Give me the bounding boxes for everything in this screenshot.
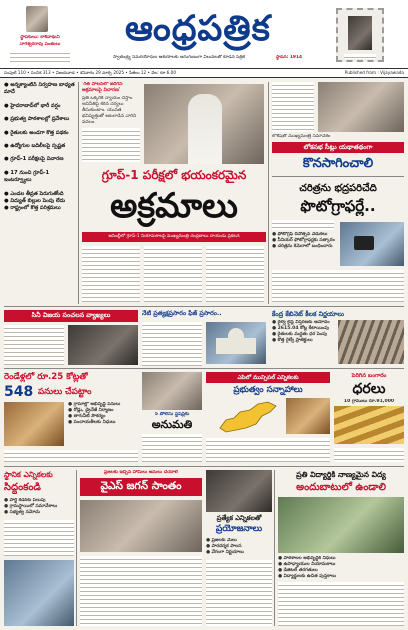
cinema-photo [68,325,138,365]
village-body [4,450,138,462]
leader-photo [4,560,74,626]
village-points [68,402,138,426]
gold-body [334,448,404,462]
block-divider [272,176,404,177]
photographer-photo [340,222,404,266]
right-top-more [272,270,404,302]
column-divider [76,470,77,626]
jagan-kicker: ప్రజలకు ఇచ్చిన హామీలు అమలు చేయాలి [103,470,178,475]
village-point: ● గ్రామాల్లో అభివృద్ధి పనులు [68,402,121,407]
local-point: ● సభ్యత్వ నమోదు [4,510,40,515]
village-line[interactable]: రెండేళ్లలో రూ.25 కోట్లతో [4,372,88,382]
police-photo [142,372,202,410]
edu-points [278,556,404,580]
election-body [206,438,330,462]
left-item[interactable]: ● రాష్ట్రంలో కొత్త పరిశ్రమలు [4,205,61,212]
edu-point: ● డిజిటల్ తరగతులు [278,568,318,573]
railway-photo [338,320,404,364]
special-point: ● ప్రజలకు మేలు [206,538,237,543]
photographers-body [272,220,334,230]
gold-kicker: పెరిగిన బంగారం [351,373,387,379]
right-top-block [272,82,404,304]
founder-caption-2: నాగేశ్వరరావు పంతులు [19,42,61,47]
special-head-1[interactable]: ప్రత్యేక ఎన్నికలతో [216,514,262,522]
photographers-points [272,232,338,250]
masthead [0,0,408,78]
cinema-banner[interactable]: సినీ విజయ సంచలన వ్యాఖ్యలు [4,310,138,322]
camera-icon [354,236,374,250]
history-line[interactable]: చరిత్రను భద్రపరిచేది [299,183,377,194]
section-divider [4,306,404,307]
edu-point: ● ఉపాధ్యాయుల నియామకాలు [278,562,336,567]
lead-kicker: గ్రూప్-1 పరీక్షలో భయంకరమైన [101,168,247,182]
special-point: ● పారదర్శక పాలన [206,544,242,549]
meeting-group-photo [80,500,202,552]
lead-body-col3 [206,246,264,302]
lead-photo-assembly [144,84,264,164]
stamp-caption [344,54,376,59]
left-item[interactable]: ● అన్నక్యాంటీన్ నిర్వహణ బాధ్యత మాదే [4,82,75,96]
local-head-1[interactable]: స్థానిక ఎన్నికలకు [4,470,53,479]
ballot-box-photo [286,398,330,434]
special-point: ● వేగంగా నిర్ణయాలు [206,550,244,555]
sc-body [142,322,202,366]
dateline-text: సంపుటి 110 • సంచిక 313 • విజయవాడ • శనివారం 29 మార్చి 2025 • పేజీలు 12 • వెల: రూ.6.00 [4,70,176,75]
photo-point: ● సీనియర్ ఫోటోగ్రాఫర్లకు సత్కారం [272,238,335,243]
left-item[interactable]: ● ప్రభుత్వ పాఠశాలల్లో ప్రవేశాలు [4,116,70,123]
loksabha-banner[interactable]: లోకసభ సీట్లు యథాతథంగా [272,142,404,153]
founder-portrait [26,6,48,32]
lead-story[interactable] [82,82,266,304]
left-item[interactable]: ● హైదరాబాద్‌లో భారీ వర్షం [4,102,61,109]
edu-point: ● విద్యార్థులకు ఉచిత పుస్తకాలు [278,574,336,579]
village-point: ● తాగునీటి సౌకర్యం [68,414,106,419]
central-point: ● రైల్వే లైన్ల విస్తరణకు ఆమోదం [272,320,330,325]
speaker-photo [206,470,272,512]
section-divider [4,466,404,467]
konasagi-head[interactable]: కొనసాగించాలి [302,156,374,171]
photographers-head[interactable]: ఫొటోగ్రాఫర్లే.. [300,197,376,215]
election-head[interactable]: ప్రభుత్వం సన్నాహాలు [233,385,303,395]
column-divider [78,82,79,304]
column-divider [268,82,269,304]
gold-photo [334,406,404,444]
lead-body-col2 [144,246,202,302]
permission-body [142,434,202,462]
classroom-photo [278,497,404,553]
lead-body-col1 [82,246,140,302]
column-divider [274,470,275,626]
edu-head-1[interactable]: ప్రతి విద్యార్థికి నాణ్యమైన విద్య [296,470,386,479]
stamp-portrait [348,16,372,50]
lead-intro-more [82,128,140,162]
cinema-body [4,325,64,365]
ap-map-icon [216,398,280,434]
left-item[interactable]: ● విద్యుత్ బిల్లుల పెంపు లేదు [4,198,66,205]
edu-body [278,582,404,626]
meeting-caption: లోకేష్‌తో ముఖ్యమంత్రి సమావేశం [272,134,331,139]
section-divider [4,368,404,369]
court-dome-icon [228,328,244,338]
founder-caption: స్థాపకులు: కాశీనాథుని [20,35,60,40]
lead-strap: అసెంబ్లీలో గ్రూప్-1 నియామకాలపై ముఖ్యమంత్రి చంద్రబాబు నాయుడు ప్రకటన [82,232,266,242]
right-top-text [272,82,314,132]
village-point: ● పంచాయతీలకు నిధులు [68,420,116,425]
supreme-court-photo [206,322,266,364]
photo-point: ● ఫోటోగ్రఫీ దినోత్సవ వేడుకలు [272,232,328,237]
special-points [206,538,272,556]
founded-year: స్థాపన: 1914 [276,55,303,60]
local-head-2[interactable]: సిద్ధంకండి [4,482,41,493]
gold-head[interactable]: ధరలు [352,381,386,397]
gold-sub: 10 గ్రాములు రూ.91,000 [343,399,395,404]
left-column [4,82,76,304]
lead-headline: అక్రమాలు [110,186,238,226]
edu-head-2[interactable]: అందుబాటులో ఉండాలి [296,482,386,493]
stamp-icon [336,8,384,62]
village-rest: పనులు చేపట్టాం [38,387,92,397]
central-point: ● రైతులకు మద్దతు ధర పెంపు [272,332,327,337]
lead-intro-red: 'గత పాలనలో జరిగిన అక్రమాలపై విచారణ' [82,82,123,93]
permission-head[interactable]: అనుమతి [151,418,193,431]
central-title[interactable]: కేంద్ర కేబినెట్ కీలక నిర్ణయాలు [272,310,344,318]
jagan-head[interactable]: వైఎస్ జగన్ సాంతం [80,478,202,496]
local-points [4,498,74,516]
court-building-icon [216,338,256,354]
dateline [0,68,408,78]
permission-kicker: 5 పోలీసు స్టేషన్లకు [154,412,190,417]
left-item[interactable]: ● ఉద్యోగుల బదిలీలపై స్పష్టత [4,143,66,150]
central-point: ● 2615.04 కోట్ల కేటాయింపు [272,326,329,331]
local-point: ● గ్రామస్థాయిలో సమావేశాలు [4,504,58,509]
jagan-body [80,556,202,626]
lead-intro-body: ప్రతి ఒక్కరికి న్యాయం చేస్తాం. అవినీతిపై కఠిన చర్యలు తీసుకుంటాం. యువత భవిష్యత్తుతో ఆటలాడిన వారిని వదలం. [82,96,137,125]
founder-note [10,50,70,64]
election-kicker[interactable]: ఎపిలో మున్సిపల్ ఎన్నికలకు [206,372,330,383]
lead-photo-figure [188,94,222,164]
paper-title: ఆంధ్రపత్రిక [125,8,271,49]
publication-place: Published from : Vijayawada [344,70,404,75]
photo-point: ● చరిత్రను కెమెరాలో బంధించారు [272,244,333,249]
central-points [272,320,336,344]
special-head-2[interactable]: ప్రయోజనాలు [215,524,263,534]
village-point: ● రోడ్లు, డ్రైనేజీ నిర్మాణం [68,408,114,413]
left-item[interactable]: ● రైతులకు అండగా కొత్త పథకం [4,129,69,136]
minister-photo [4,402,64,446]
village-number: 548 [4,384,34,400]
left-item[interactable]: ● ఎండల తీవ్రత పెరుగుతోంది [4,190,64,197]
central-point: ● కొత్త రైల్వే ప్రాజెక్టులు [272,338,313,343]
meeting-photo [318,82,404,132]
left-item[interactable]: ● 17 నుంచి గ్రూప్-1 ఇంటర్వ్యూలు [4,169,50,184]
edu-point: ● పాఠశాలల అభివృద్ధికి నిధులు [278,556,336,561]
special-body [206,560,272,626]
local-point: ● పార్టీ కేడర్‌కు పిలుపు [4,498,46,503]
local-body [4,520,74,556]
left-item[interactable]: ● గ్రూప్-1 పరీక్షలపై విచారణ [4,156,64,163]
sc-title[interactable]: నేటి ప్రత్యక్షప్రసారం ఫీజ్ ప్రసారం.. [142,310,222,317]
tagline: స్వాతంత్ర్య సమరయోధుల ఆశయాలకు అనుగుణంగా విలువలతో కూడిన పత్రిక [113,55,245,60]
